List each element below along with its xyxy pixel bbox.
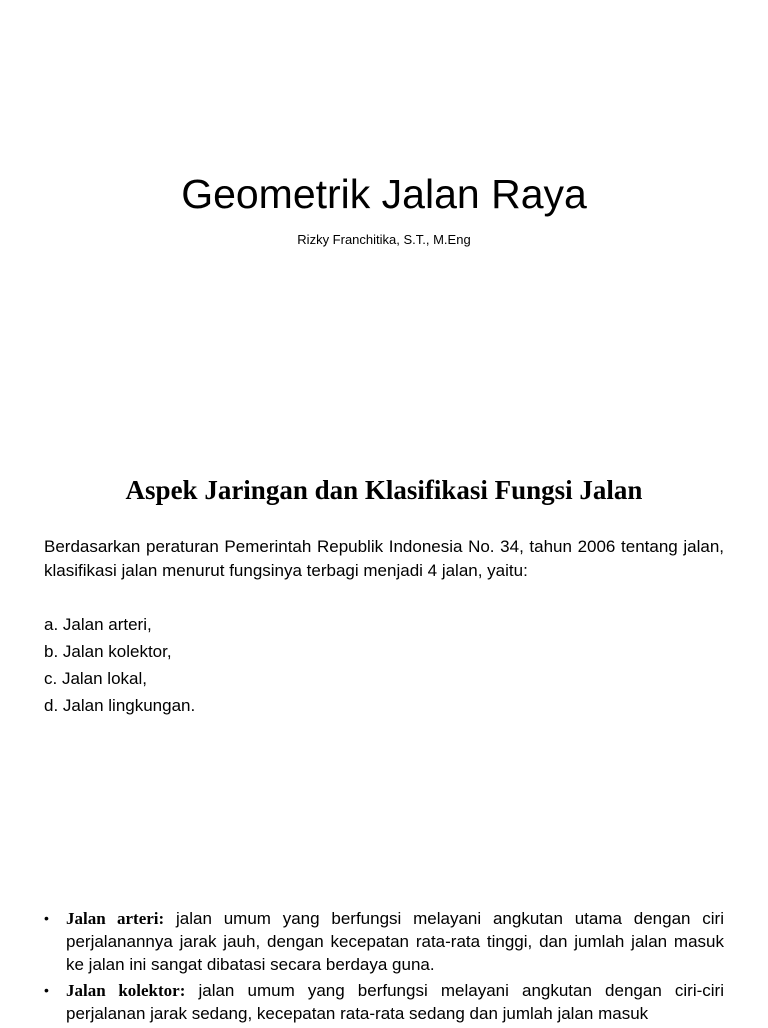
list-item: b. Jalan kolektor,: [44, 642, 172, 661]
bullet-icon: •: [44, 910, 49, 926]
intro-paragraph: Berdasarkan peraturan Pemerintah Republik Indonesia No. 34, tahun 2006 tentang jalan, klasifikasi jalan menurut fungsinya terbagi menjadi 4 jalan, yaitu:: [44, 537, 724, 580]
document-title: Geometrik Jalan Raya: [181, 171, 587, 217]
content-slide: [0, 460, 768, 1024]
definition-item: [44, 907, 724, 976]
author-line: Rizky Franchitika, S.T., M.Eng: [297, 232, 471, 247]
definition-term: Jalan arteri:: [66, 909, 165, 928]
title-slide: [0, 0, 768, 440]
definition-list: [44, 907, 724, 1028]
list-item: d. Jalan lingkungan.: [44, 696, 196, 715]
definition-text: jalan umum yang berfungsi melayani angkutan utama dengan ciri perjalanannya jarak jauh, dengan kecepatan rata-rata tinggi, dan jumlah jalan masuk ke jalan ini sangat dibatasi secara berdaya guna.: [66, 909, 724, 974]
list-item: a. Jalan arteri,: [44, 615, 152, 634]
definition-item: [44, 979, 724, 1025]
section-heading: Aspek Jaringan dan Klasifikasi Fungsi Jalan: [125, 475, 643, 505]
bullet-icon: •: [44, 982, 49, 998]
definition-text: jalan umum yang berfungsi melayani angkutan dengan ciri-ciri perjalanan jarak sedang, kecepatan rata-rata sedang dan jumlah jalan masuk: [66, 981, 724, 1023]
definition-term: Jalan kolektor:: [66, 981, 186, 1000]
function-list: [44, 611, 724, 719]
list-item: c. Jalan lokal,: [44, 669, 147, 688]
